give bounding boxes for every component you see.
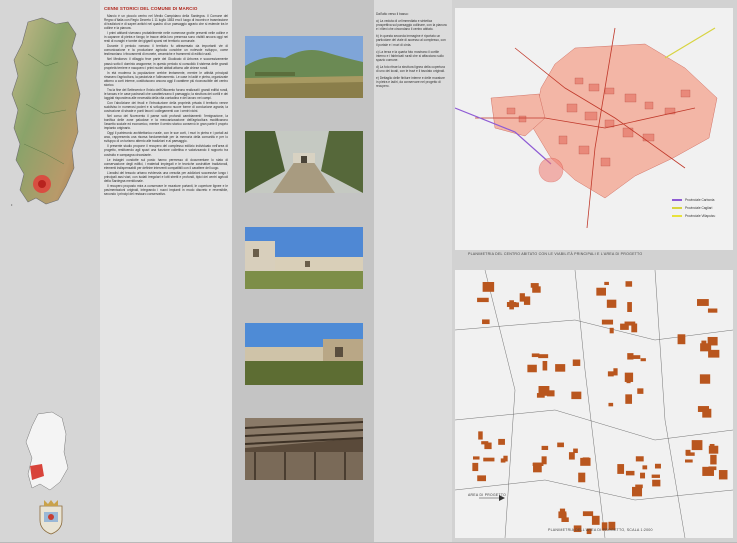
building-block [501, 458, 506, 462]
note-paragraph: e) Dettaglio delle finiture interne e delle murature in pietra e ladiri, da conservare nel progetto di recupero. [376, 76, 445, 89]
building-block [625, 281, 632, 287]
building-block [472, 463, 478, 471]
building-block [617, 464, 624, 474]
building-block [560, 509, 565, 514]
building-block [602, 320, 613, 325]
document-paragraph: Con l'abolizione dei feudi e l'introduzione della proprietà privata il territorio venne suddiviso in numerosi poderi e si svilupparono nuove forme di conduzione agraria; la costruzione di strade e ponti favorì i collegamenti con i centri vicini. [104, 100, 228, 114]
document-body [104, 14, 228, 536]
building-block [573, 359, 581, 365]
building-block [520, 293, 525, 301]
document-paragraph: Durante il periodo romano il territorio fu attraversato da importanti vie di comunicazione e la produzione agricola conobbe un notevole sviluppo, come testimoniano i ritrovamenti di monete, ceramiche e frammenti di edifici rurali. [104, 44, 228, 57]
building-block [710, 455, 716, 465]
building-block [719, 470, 728, 479]
document-paragraph: L'analisi del tessuto urbano evidenzia una crescita per addizioni successive lungo i principali assi viari, con isolati irregolari e lotti stretti e profondi, tipici dei centri agricoli della Sardegna meridionale. [104, 170, 228, 183]
building-block [542, 446, 549, 450]
building-block [627, 302, 632, 312]
building-block [655, 464, 661, 469]
project-area-map [455, 270, 733, 538]
building-block [702, 467, 714, 476]
building-block [569, 452, 575, 459]
building-block [583, 511, 593, 516]
document-paragraph: Nel corso del Novecento il paese subì profondi cambiamenti: l'emigrazione, la bonifica delle zone paludose e la meccanizzazione dell'agricoltura modificarono l'assetto sociale ed economico, mentre il centro storico conservò in gran parte il proprio impianto originario. [104, 114, 228, 131]
document-paragraph: Oggi il patrimonio architettonico rurale, con le sue corti, i muri in pietra e i portali ad arco, rappresenta una risorsa fondamentale per la memoria della comunità e per lo sviluppo di un turismo attento alle tradizioni e al paesaggio. [104, 131, 228, 144]
building-block [626, 471, 635, 476]
building-block [557, 443, 564, 448]
building-block [608, 371, 614, 376]
photo-courtyard-wide [245, 323, 363, 385]
top-map-caption: PLANIMETRIA DEL CENTRO ABITATO CON LE VIABILITÀ PRINCIPALI E L'AREA DI PROGETTO [468, 252, 643, 256]
legend-label: Provinciale Carbonia [685, 198, 715, 202]
building-block [532, 286, 540, 292]
project-area-drawing [455, 270, 733, 538]
photo-wooden-roof [245, 418, 363, 480]
sardinia-map [6, 14, 86, 210]
building-block [708, 308, 717, 312]
bottom-map-caption: PLANIMETRIA DELL'AREA DI PROGETTO, SCALA 1:2000 [548, 528, 653, 532]
location-map [22, 410, 78, 492]
building-block [604, 282, 609, 285]
building-block [702, 409, 711, 418]
note-paragraph: a) La veduta di un'immediata e sintetica prospettiva sul paesaggio collinare, con la pianura e i rilievi che circondano il centro abitato. [376, 19, 447, 32]
building-block [652, 480, 660, 487]
document-paragraph: Il presente studio propone il recupero del complesso edilizio individuato nell'area di progetto, restituendo agli spazi una funzione collettiva e valorizzando il rapporto tra costruito e campagna circostante. [104, 144, 228, 157]
legend-swatch [672, 215, 682, 217]
building-block [596, 288, 606, 296]
building-block [561, 517, 568, 522]
note-paragraph: Dall'alto verso il basso: [376, 12, 409, 16]
legend-label: Provinciale Villaputzu [685, 214, 716, 218]
building-block [608, 403, 613, 406]
building-block [692, 440, 703, 450]
legend-swatch [672, 199, 682, 201]
building-block [697, 299, 709, 306]
building-block [482, 319, 490, 324]
building-block [640, 473, 645, 479]
legend-label: Provinciale Cagliari [685, 206, 713, 210]
photo-notes [376, 12, 448, 91]
building-block [543, 361, 548, 370]
building-block [592, 516, 600, 525]
document-paragraph: Marcio è un piccolo centro nel Medio Campidano della Sardegna. Il Comune del Regno d'Italia con Regio Decreto 1 11 luglio 1853 era il luogo di incontro e trasmissione di tradizioni e di saperi antichi nel quadro di un paesaggio agrario che si estende tra le colline e la pianura. [104, 14, 228, 31]
photo-courtyard-buildings [245, 227, 363, 289]
building-block [555, 364, 565, 372]
building-block [637, 388, 643, 394]
building-block [636, 456, 644, 461]
legend-swatch [672, 207, 682, 209]
document-paragraph: I primi abitanti vivevano probabilmente nelle numerose grotte presenti nelle colline e in capanne di pietra e fango; le tracce della loro presenza sono visibili ancora oggi nei resti di nuraghi e tombe dei giganti sparsi nel territorio comunale. [104, 31, 228, 44]
building-block [538, 354, 548, 358]
building-block [583, 457, 590, 462]
building-block [627, 353, 633, 359]
building-block [573, 449, 578, 453]
building-block [477, 298, 489, 302]
document-paragraph: Le indagini condotte sul posto hanno permesso di documentare lo stato di conservazione degli edifici, i materiali impiegati e le tecniche costruttive tradizionali, elementi indispensabili per definire interventi compatibili con il carattere del luogo. [104, 157, 228, 170]
building-block [632, 487, 642, 496]
building-block [498, 439, 505, 445]
legend-item [672, 212, 715, 220]
building-block [625, 373, 633, 382]
building-block [700, 374, 710, 383]
municipal-crest-icon [36, 498, 66, 536]
building-block [607, 300, 616, 308]
building-block [625, 322, 636, 326]
note-paragraph: d) La foto ritrae la struttura lignea della copertura di uno dei locali, con le travi e il tavolato originali. [376, 64, 445, 74]
document-paragraph: Nel Medioevo il villaggio fece parte del Giudicato di Arborea e successivamente passò sotto il dominio aragonese; in questo periodo si consolidò il sistema delle grandi proprietà terriere e nacquero i primi nuclei abitati attorno alle chiese rurali. [104, 57, 228, 70]
building-block [685, 459, 693, 462]
building-block [481, 441, 488, 444]
document-paragraph: Tra la fine del Settecento e l'inizio dell'Ottocento furono realizzati i grandi edifici rurali, le tancas e le case padronali che caratterizzano il paesaggio; la struttura dei cortili e dei loggiati rispondeva alle necessità della vita contadina e del lavoro nei campi. [104, 87, 228, 100]
building-block [610, 328, 614, 334]
note-paragraph: b) In questa seconda immagine è riportato un particolare del viale di accesso al complesso, con il portale e i muri di cinta. [376, 34, 446, 47]
building-block [578, 473, 585, 483]
building-block [709, 446, 718, 454]
building-block [473, 456, 480, 459]
project-area-label: AREA DI PROGETTO [468, 493, 507, 497]
legend-item [672, 204, 715, 212]
building-block [477, 475, 486, 481]
building-block [700, 343, 711, 351]
building-block [527, 365, 536, 373]
building-block [642, 465, 647, 469]
building-block [678, 334, 686, 344]
map-legend [672, 196, 715, 220]
building-block [635, 485, 643, 489]
document-paragraph: Il recupero proposto mira a conservare le murature portanti, le coperture lignee e le pavimentazioni originali, integrando i nuovi impianti in modo discreto e reversibile, secondo i principi del restauro conservativo. [104, 183, 228, 196]
building-block [542, 456, 547, 464]
building-block [625, 394, 632, 404]
photo-landscape [245, 36, 363, 98]
building-block [539, 386, 550, 396]
building-block [507, 302, 516, 307]
building-block [533, 463, 542, 473]
photo-access-road [245, 131, 363, 193]
building-block [686, 450, 691, 455]
building-block [652, 475, 660, 478]
building-block [483, 458, 494, 462]
building-block [633, 355, 640, 359]
document-title: CENNI STORICI DEL COMUNE DI MARCIO [104, 6, 198, 11]
building-block [483, 282, 495, 292]
building-block [478, 431, 482, 439]
building-block [613, 368, 617, 375]
document-paragraph: In età moderna la popolazione crebbe lentamente, mentre le attività principali rimasero l'agricoltura, la pastorizia e l'allevamento. Le case in ladiri e pietra, organizzate attorno a corti interne, costituiscono ancora oggi il carattere più riconoscibile del centro storico. [104, 70, 228, 87]
svg-text:•: • [11, 202, 13, 207]
note-paragraph: c) La terza e la quarta foto mostrano il cortile interno e i fabbricati rurali che si affacciano sullo spazio comune. [376, 49, 444, 62]
legend-item [672, 196, 715, 204]
building-block [641, 358, 646, 361]
building-block [571, 392, 581, 399]
